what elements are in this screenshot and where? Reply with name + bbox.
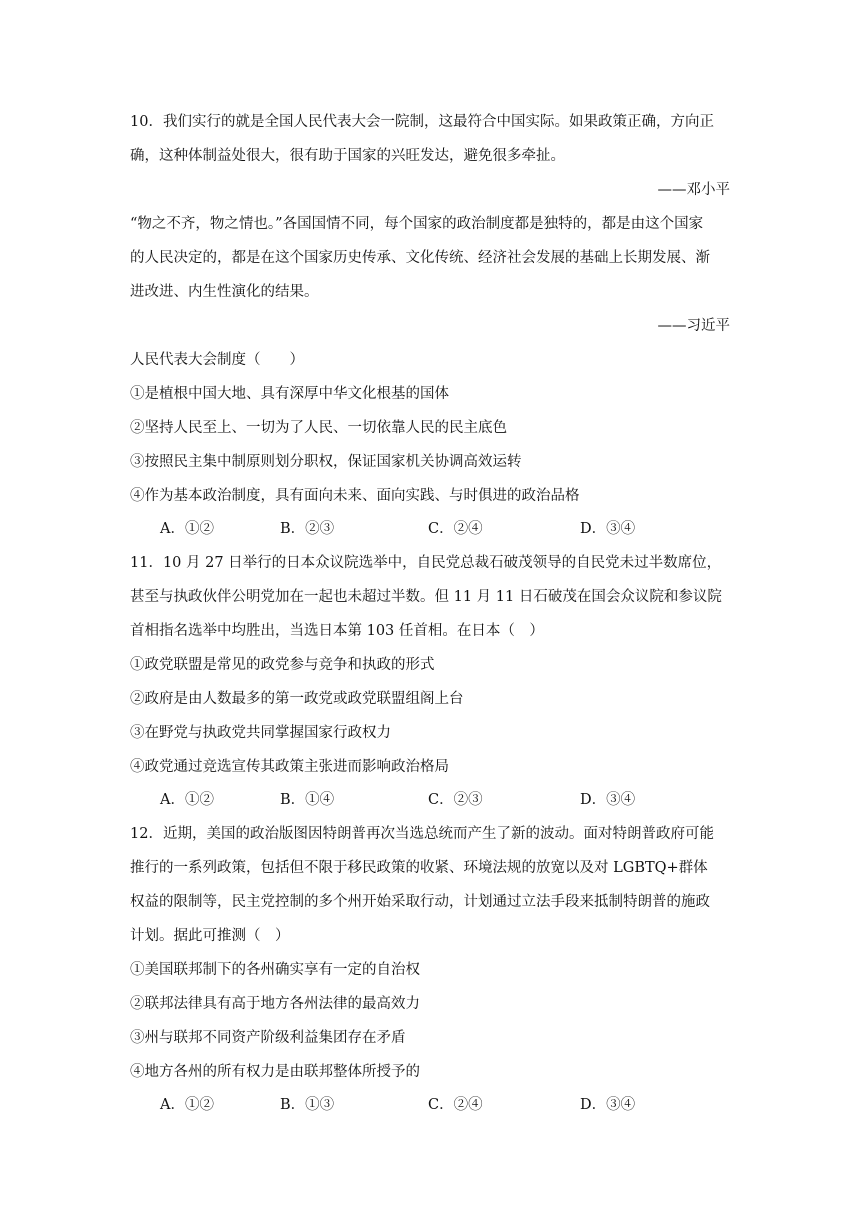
- q11-option-b[interactable]: B．①④: [280, 792, 335, 808]
- q12-option-b[interactable]: B．①③: [280, 1097, 335, 1113]
- q12-options: [160, 1095, 720, 1115]
- q10-item-1: ①是植根中国大地、具有深厚中华文化根基的国体: [130, 386, 449, 402]
- q11-option-a[interactable]: A．①②: [160, 792, 214, 808]
- q10-attribution-1: ——邓小平: [657, 182, 730, 198]
- q11-line-1: 11．10 月 27 日举行的日本众议院选举中，自民党总裁石破茂领导的自民党未过半数席位，: [130, 555, 722, 571]
- q12-item-4: ④地方各州的所有权力是由联邦整体所授予的: [130, 1064, 420, 1080]
- q12-item-2: ②联邦法律具有高于地方各州法律的最高效力: [130, 996, 420, 1012]
- q10-options: [160, 519, 720, 539]
- q10-item-3: ③按照民主集中制原则划分职权，保证国家机关协调高效运转: [130, 454, 522, 470]
- q10-line-1: 10．我们实行的就是全国人民代表大会一院制，这最符合中国实际。如果政策正确，方向正: [130, 114, 714, 130]
- q12-option-d[interactable]: D．③④: [580, 1097, 636, 1113]
- q12-item-3: ③州与联邦不同资产阶级利益集团存在矛盾: [130, 1030, 406, 1046]
- q12-line-1: 12．近期，美国的政治版图因特朗普再次当选总统而产生了新的波动。面对特朗普政府可能: [130, 826, 714, 842]
- q12-item-1: ①美国联邦制下的各州确实享有一定的自治权: [130, 962, 420, 978]
- q11-option-c[interactable]: C．②③: [428, 792, 483, 808]
- q12-line-4: 计划。据此可推测（ ）: [130, 928, 290, 944]
- q10-option-d[interactable]: D．③④: [580, 521, 636, 537]
- q10-quote2-line-3: 进改进、内生性演化的结果。: [130, 284, 319, 300]
- q10-option-b[interactable]: B．②③: [280, 521, 335, 537]
- q11-item-2: ②政府是由人数最多的第一政党或政党联盟组阁上台: [130, 691, 464, 707]
- q12-line-3: 权益的限制等，民主党控制的多个州开始采取行动，计划通过立法手段来抵制特朗普的施政: [130, 894, 710, 910]
- q11-line-3: 首相指名选举中均胜出，当选日本第 103 任首相。在日本（ ）: [130, 623, 544, 639]
- q11-option-d[interactable]: D．③④: [580, 792, 636, 808]
- q11-options: [160, 790, 720, 810]
- q10-item-4: ④作为基本政治制度，具有面向未来、面向实践、与时俱进的政治品格: [130, 488, 580, 504]
- q10-quote2-line-1: “物之不齐，物之情也。”各国国情不同，每个国家的政治制度都是独特的，都是由这个国家: [130, 216, 704, 232]
- q11-item-3: ③在野党与执政党共同掌握国家行政权力: [130, 725, 391, 741]
- q10-option-a[interactable]: A．①②: [160, 521, 214, 537]
- q11-line-2: 甚至与执政伙伴公明党加在一起也未超过半数。但 11 月 11 日石破茂在国会众议院和参议院: [130, 589, 722, 605]
- q10-attribution-2: ——习近平: [657, 318, 730, 334]
- q10-line-2: 确，这种体制益处很大，很有助于国家的兴旺发达，避免很多牵扯。: [130, 148, 565, 164]
- q10-option-c[interactable]: C．②④: [428, 521, 483, 537]
- q12-option-c[interactable]: C．②④: [428, 1097, 483, 1113]
- q12-option-a[interactable]: A．①②: [160, 1097, 214, 1113]
- q12-line-2: 推行的一系列政策，包括但不限于移民政策的收紧、环境法规的放宽以及对 LGBTQ+群体: [130, 860, 708, 876]
- q10-item-2: ②坚持人民至上、一切为了人民、一切依靠人民的民主底色: [130, 420, 507, 436]
- q10-quote2-line-2: 的人民决定的，都是在这个国家历史传承、文化传统、经济社会发展的基础上长期发展、渐: [130, 250, 710, 266]
- q10-stem: 人民代表大会制度（ ）: [130, 352, 304, 368]
- q11-item-1: ①政党联盟是常见的政党参与竞争和执政的形式: [130, 657, 435, 673]
- q11-item-4: ④政党通过竞选宣传其政策主张进而影响政治格局: [130, 759, 449, 775]
